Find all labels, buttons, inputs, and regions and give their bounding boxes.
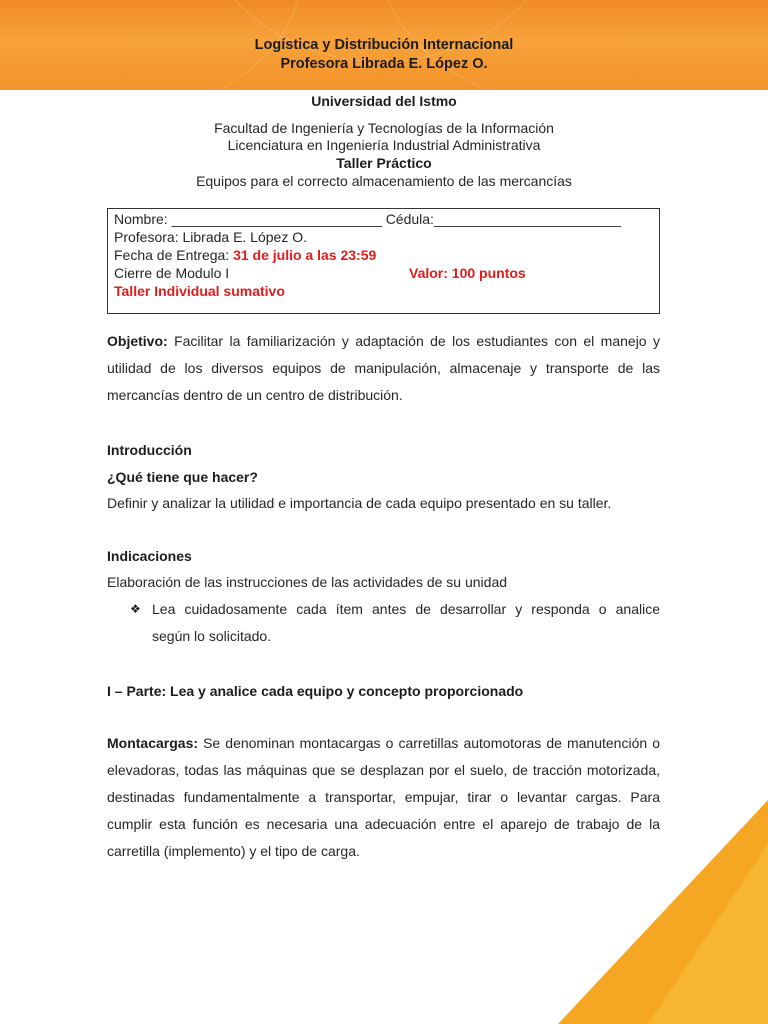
part1-heading: I – Parte: Lea y analice cada equipo y concepto proporcionado [107, 683, 524, 699]
objective-label: Objetivo: [107, 333, 168, 349]
due-date-value: 31 de julio a las 23:59 [233, 247, 377, 263]
bullet-line-2: según lo solicitado. [152, 628, 272, 644]
due-date-line [114, 246, 653, 264]
diamond-bullet-icon: ❖ [130, 602, 141, 616]
forklifts-label: Montacargas: [107, 735, 199, 751]
points-value: Valor: 100 puntos [409, 265, 526, 281]
name-id-line: Nombre: ___________________________ Cédula:________________________ [114, 211, 621, 227]
header-banner [0, 0, 768, 90]
professor-line: Profesora: Librada E. López O. [114, 229, 307, 245]
workshop-subtitle: Equipos para el correcto almacenamiento de las mercancías [196, 173, 572, 189]
bullet-line-1: Lea cuidadosamente cada ítem antes de desarrollar y responda o analice [152, 601, 660, 617]
list-item [130, 596, 660, 650]
forklifts-paragraph [107, 730, 660, 865]
degree-name: Licenciatura en Ingeniería Industrial Administrativa [227, 137, 541, 153]
corner-triangle-inner [648, 844, 768, 1024]
objective-paragraph [107, 328, 660, 409]
module-label: Cierre de Modulo I [114, 265, 230, 281]
university-name: Universidad del Istmo [311, 93, 457, 109]
bullet-text [152, 596, 660, 650]
due-date-label: Fecha de Entrega: [114, 247, 234, 263]
module-line [114, 264, 653, 282]
intro-question: ¿Qué tiene que hacer? [107, 469, 258, 485]
assignment-type: Taller Individual sumativo [114, 283, 285, 299]
intro-text: Definir y analizar la utilidad e importancia de cada equipo presentado en su taller. [107, 495, 612, 511]
student-info-box [107, 208, 660, 314]
indications-text: Elaboración de las instrucciones de las actividades de su unidad [107, 574, 508, 590]
indications-heading: Indicaciones [107, 548, 192, 564]
forklifts-text: Se denominan montacargas o carretillas automotoras de manutención o elevadoras, todas las máquinas que se desplazan por el suelo, de tracción motorizada, destinadas fundamentalmente a transportar, empujar, tirar o levantar cargas. Para cumplir esta función es necesaria una adecuación entre el aparejo de trabajo de la carretilla (implemento) y el tipo de carga. [107, 735, 660, 859]
intro-heading: Introducción [107, 442, 192, 458]
faculty-name: Facultad de Ingeniería y Tecnologías de la Información [214, 120, 554, 136]
header-title [0, 36, 768, 74]
objective-text: Facilitar la familiarización y adaptación de los estudiantes con el manejo y utilidad de los diversos equipos de manipulación, almacenaje y transporte de las mercancías dentro de un centro de distribución. [107, 333, 660, 403]
workshop-title: Taller Práctico [336, 155, 432, 171]
course-title: Logística y Distribución Internacional [254, 37, 514, 53]
professor-title: Profesora Librada E. López O. [280, 56, 488, 72]
